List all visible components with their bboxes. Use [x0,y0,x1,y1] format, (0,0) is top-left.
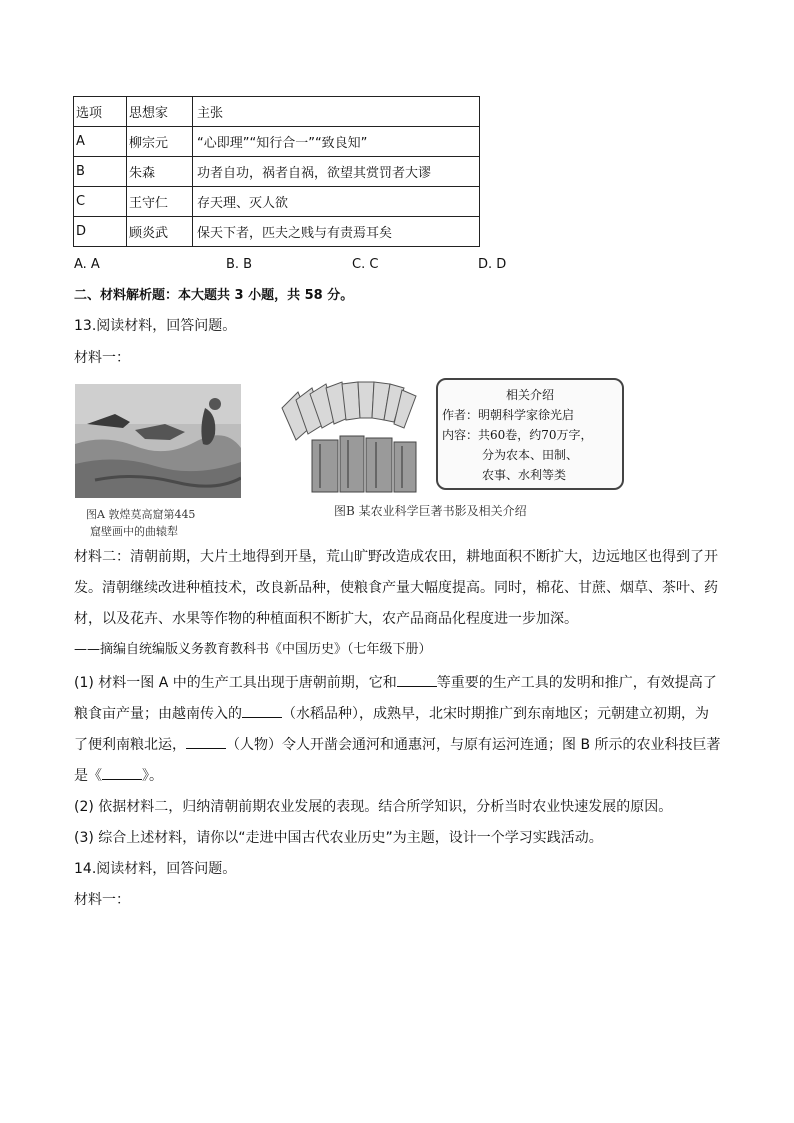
table-cell: C [74,187,127,217]
text: （水稻品种），成熟早，北宋时期推广到东南地区；元朝建立初期，为 [282,706,709,722]
material-2-line: 发。清朝继续改进种植技术，改良新品种，使粮食产量大幅度提高。同时，棉花、甘蔗、烟草、茶叶、药 [74,580,718,596]
material-1-label: 材料一： [74,350,130,366]
table-cell: 王守仁 [127,187,193,217]
answer-blank[interactable] [242,703,282,718]
table-cell: 顾炎武 [127,217,193,247]
subquestion-1-line1 [74,672,717,693]
text: （人物）令人开凿会通河和通惠河，与原有运河连通；图 B 所示的农业科技巨著 [226,737,721,753]
table-cell: B [74,157,127,187]
answer-blank[interactable] [397,672,437,687]
figure-a-mural-image [75,384,241,498]
table-row [74,127,480,157]
text: 粮食亩产量；由越南传入的 [74,706,242,722]
question-14-stem: 14.阅读材料，回答问题。 [74,861,237,877]
text: (1) 材料一图 A 中的生产工具出现于唐朝前期，它和 [74,675,397,691]
table-cell: 柳宗元 [127,127,193,157]
table-cell: 思想家 [127,97,193,127]
figure-b-caption: 图B 某农业科学巨著书影及相关介绍 [334,504,527,518]
table-cell: 选项 [74,97,127,127]
table-row [74,157,480,187]
question-13-stem: 13.阅读材料，回答问题。 [74,318,237,334]
table-cell: 朱森 [127,157,193,187]
choice-b[interactable]: B. B [226,257,253,272]
intro-line: 分为农本、田制、 [482,448,579,462]
material-2-line: 材，以及花卉、水果等作物的种植面积不断扩大，农产品商品化程度进一步加深。 [74,611,578,627]
table-cell: A [74,127,127,157]
table-cell: 保天下者，匹夫之贱与有责焉耳矣 [193,217,480,247]
figure-a-caption-line2: 窟壁画中的曲辕犁 [90,525,178,538]
section-heading: 二、材料解析题：本大题共 3 小题，共 58 分。 [74,288,354,303]
text: 》。 [142,768,163,784]
text: 了便利南粮北运， [74,737,186,753]
intro-line: 内容：共60卷，约70万字， [442,428,593,442]
text: 是《 [74,768,102,784]
choice-c[interactable]: C. C [352,257,379,272]
subquestion-1-line4 [74,765,163,786]
intro-line: 农事、水利等类 [482,468,567,482]
table-cell: 主张 [193,97,480,127]
text: 等重要的生产工具的发明和推广，有效提高了 [436,675,717,691]
subquestion-1-line2 [74,703,709,724]
subquestion-1-line3 [74,734,721,755]
table-cell: 功者自功，祸者自祸，欲望其赏罚者大谬 [193,157,480,187]
table-row [74,217,480,247]
intro-line: 作者：明朝科学家徐光启 [442,408,575,422]
subquestion-3: (3) 综合上述材料，请你以“走进中国古代农业历史”为主题，设计一个学习实践活动。 [74,830,603,846]
table-cell: “心即理”“知行合一”“致良知” [193,127,480,157]
table-cell: 存天理、灭人欲 [193,187,480,217]
figure-a-caption-line1: 图A 敦煌莫高窟第445 [86,508,196,521]
figure-b-books-image [276,378,440,496]
intro-title: 相关介绍 [505,388,554,402]
material-2-line: 材料二：清朝前期，大片土地得到开垦，荒山旷野改造成农田，耕地面积不断扩大，边远地区也得到了开 [74,549,718,565]
material-source: ——摘编自统编版义务教育教科书《中国历史》（七年级下册） [74,642,432,657]
choice-d[interactable]: D. D [478,257,507,272]
table-header-row [74,97,480,127]
answer-blank[interactable] [102,765,142,780]
table-row [74,187,480,217]
choice-a[interactable]: A. A [74,257,100,272]
answer-blank[interactable] [186,734,226,749]
related-intro-box [436,378,624,490]
subquestion-2: (2) 依据材料二，归纳清朝前期农业发展的表现。结合所学知识，分析当时农业快速发展的原因。 [74,799,673,815]
question-14-material-1-label: 材料一： [74,892,130,908]
options-table [73,96,480,247]
table-cell: D [74,217,127,247]
